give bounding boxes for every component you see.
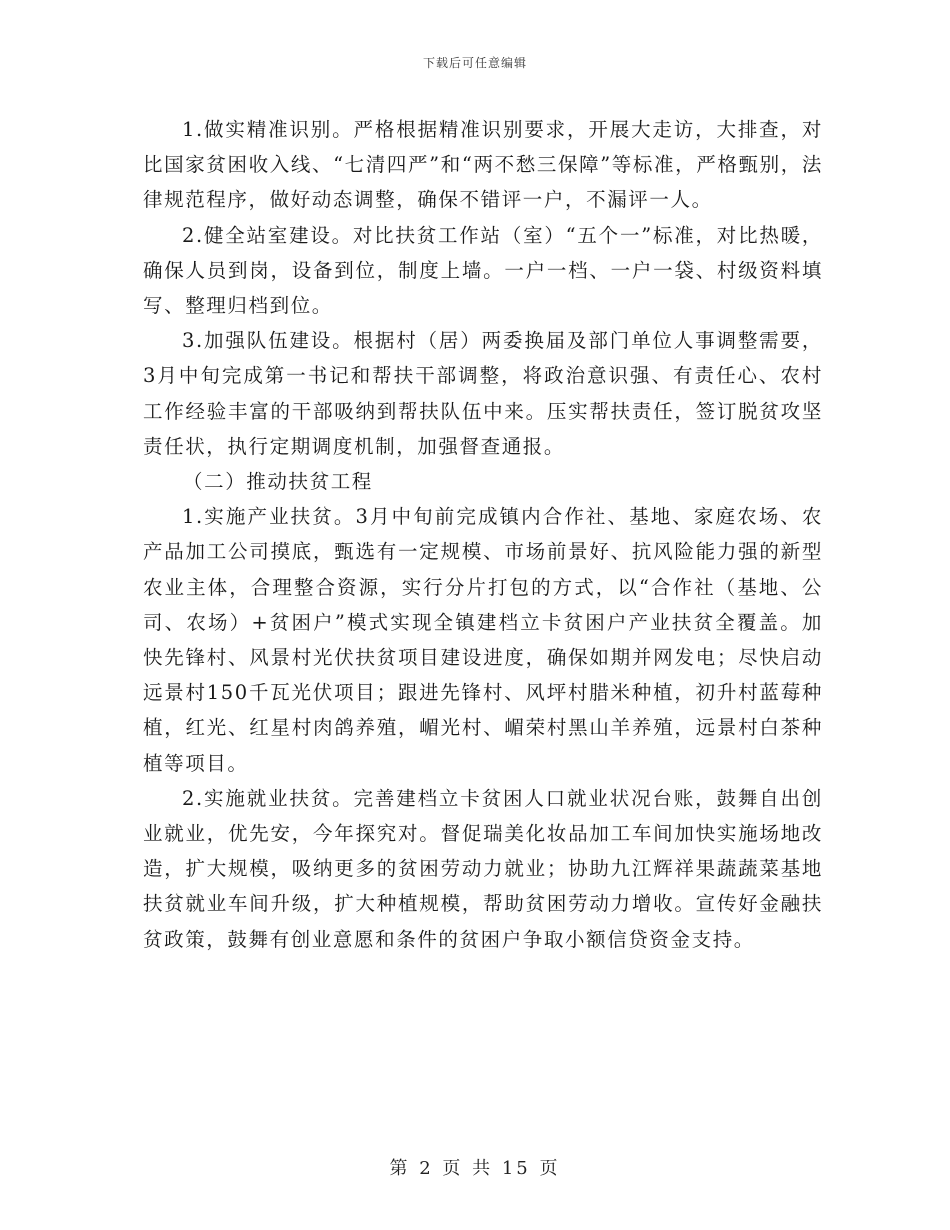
document-body xyxy=(143,112,823,957)
section-heading: （二）推动扶贫工程 xyxy=(183,470,373,494)
paragraph-team-building: 3.加强队伍建设。根据村（居）两委换届及部门单位人事调整需要，3月中旬完成第一书记和帮扶干部调整，将政治意识强、有责任心、农村工作经验丰富的干部吸纳到帮扶队伍中来。压实帮扶责任，签订脱贫攻坚责任状，执行定期调度机制，加强督查通报。 xyxy=(143,329,823,458)
paragraph-industry-poverty-alleviation: 1.实施产业扶贫。3月中旬前完成镇内合作社、基地、家庭农场、农产品加工公司摸底，甄选有一定规模、市场前景好、抗风险能力强的新型农业主体，合理整合资源，实行分片打包的方式，以“合作社（基地、公司、农场）+贫困户”模式实现全镇建档立卡贫困户产业扶贫全覆盖。加快先锋村、风景村光伏扶贫项目建设进度，确保如期并网发电；尽快启动远景村150千瓦光伏项目；跟进先锋村、风坪村腊米种植，初升村蓝莓种植，红光、红星村肉鸽养殖，嵋光村、嵋荣村黑山羊养殖，远景村白茶种植等项目。 xyxy=(143,505,823,775)
paragraph-station-construction: 2.健全站室建设。对比扶贫工作站（室）“五个一”标准，对比热暖，确保人员到岗，设备到位，制度上墙。一户一档、一户一袋、村级资料填写、整理归档到位。 xyxy=(143,223,823,318)
paragraph-precise-identification: 1.做实精准识别。严格根据精准识别要求，开展大走访，大排查，对比国家贫困收入线、“七清四严”和“两不愁三保障”等标准，严格甄别，法律规范程序，做好动态调整，确保不错评一户，不漏评一人。 xyxy=(143,118,823,212)
page-footer: 第 2 页 共 15 页 xyxy=(389,1158,561,1179)
paragraph-employment-poverty-alleviation: 2.实施就业扶贫。完善建档立卡贫困人口就业状况台账，鼓舞自出创业就业，优先安，今年探究对。督促瑞美化妆品加工车间加快实施场地改造，扩大规模，吸纳更多的贫困劳动力就业；协助九江辉祥果蔬蔬菜基地扶贫就业车间升级，扩大种植规模，帮助贫困劳动力增收。宣传好金融扶贫政策，鼓舞有创业意愿和条件的贫困户争取小额信贷资金支持。 xyxy=(143,786,823,951)
page-header: 下载后可任意编辑 xyxy=(422,56,527,70)
